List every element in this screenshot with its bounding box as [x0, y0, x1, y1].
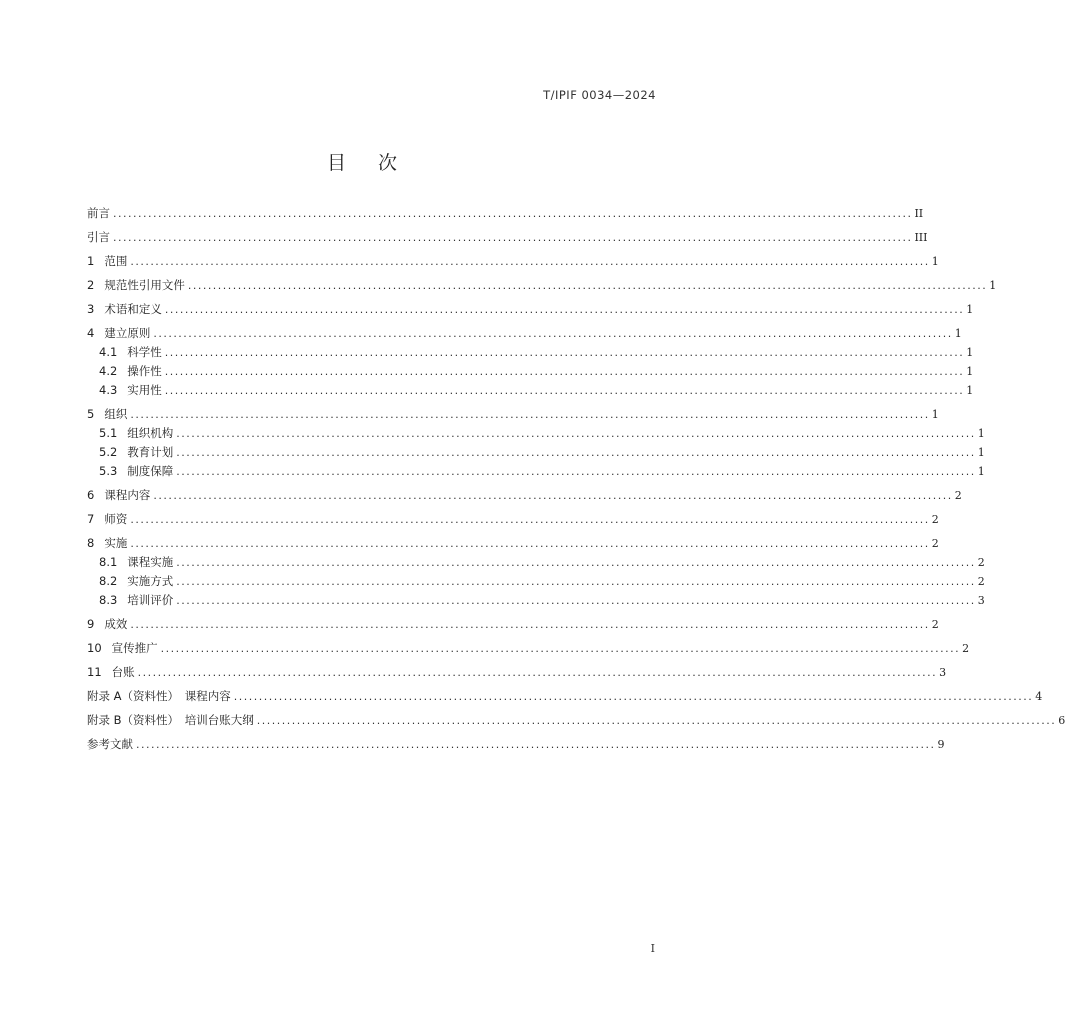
toc-entry-5-1[interactable] — [87, 424, 985, 443]
toc-entry-label: 范围 — [104, 254, 128, 268]
toc-entry-label: 组织机构 — [127, 426, 174, 440]
dot-leader: ................................................................................................................................................................ — [153, 489, 953, 502]
toc-title: 目次 — [326, 152, 429, 174]
toc-entry-number: 4 — [87, 326, 95, 340]
page-number: I — [650, 942, 655, 955]
dot-leader: ................................................................................................................................................................ — [176, 427, 976, 440]
toc-entry-appendix-b[interactable] — [87, 711, 1065, 730]
toc-entry-page: 3 — [977, 594, 985, 607]
dot-leader: ................................................................................................................................................................ — [164, 365, 965, 378]
toc-entry-number: 11 — [87, 665, 102, 679]
toc-entry-4[interactable] — [87, 324, 962, 343]
dot-leader: ................................................................................................................................................................ — [176, 465, 976, 478]
toc-entry-8-1[interactable] — [87, 553, 985, 572]
toc-entry-page: 4 — [1035, 690, 1043, 703]
toc-entry-4-1[interactable] — [87, 343, 974, 362]
dot-leader: ................................................................................................................................................................ — [176, 575, 976, 588]
toc-entry-number: 4.1 — [99, 345, 118, 359]
toc-entry-3[interactable] — [87, 300, 974, 319]
toc-entry-bibliography[interactable] — [87, 735, 945, 754]
toc-entry-page: 1 — [966, 346, 974, 359]
toc-entry-number: 5.2 — [99, 445, 118, 459]
dot-leader: ................................................................................................................................................................ — [164, 384, 965, 397]
dot-leader: ................................................................................................................................................................ — [176, 446, 976, 459]
dot-leader: ................................................................................................................................................................ — [137, 666, 938, 679]
toc-entry-page: 1 — [931, 255, 939, 268]
toc-entry-label: 实施 — [104, 536, 128, 550]
dot-leader: ................................................................................................................................................................ — [113, 207, 913, 220]
toc-entry-4-2[interactable] — [87, 362, 974, 381]
toc-entry-number: 4.2 — [99, 364, 118, 378]
toc-entry-label: 师资 — [104, 512, 128, 526]
toc-entry-page: 2 — [962, 642, 970, 655]
toc-entry-5-2[interactable] — [87, 443, 985, 462]
toc-entry-page: 9 — [937, 738, 945, 751]
toc-entry-page: 2 — [977, 575, 985, 588]
toc-entry-label: 前言 — [87, 206, 110, 220]
toc-entry-number: 1 — [87, 254, 95, 268]
toc-entry-page: 1 — [966, 384, 974, 397]
toc-entry-page: 1 — [966, 303, 974, 316]
toc-entry-number: 9 — [87, 617, 95, 631]
dot-leader: ................................................................................................................................................................ — [136, 738, 936, 751]
toc-entry-page: 3 — [939, 666, 947, 679]
toc-entry-number: 5.1 — [99, 426, 118, 440]
toc-entry-number: 3 — [87, 302, 95, 316]
toc-entry-page: 2 — [977, 556, 985, 569]
toc-entry-page: 1 — [977, 465, 985, 478]
document-code: T/IPIF 0034—2024 — [543, 88, 656, 102]
toc-entry-9[interactable] — [87, 615, 939, 634]
dot-leader: ................................................................................................................................................................ — [130, 537, 930, 550]
toc-entry-5[interactable] — [87, 405, 939, 424]
dot-leader: ................................................................................................................................................................ — [113, 231, 913, 244]
dot-leader: ................................................................................................................................................................ — [164, 346, 965, 359]
toc-entry-number: 5.3 — [99, 464, 118, 478]
toc-entry-page: 2 — [954, 489, 962, 502]
toc-entry-number: 8.1 — [99, 555, 118, 569]
toc-entry-page: 1 — [931, 408, 939, 421]
toc-entry-page: 1 — [977, 446, 985, 459]
toc-entry-page: 2 — [931, 618, 939, 631]
toc-entry-label: 课程实施 — [127, 555, 174, 569]
dot-leader: ................................................................................................................................................................ — [160, 642, 961, 655]
toc-entry-label: 规范性引用文件 — [104, 278, 185, 292]
dot-leader: ................................................................................................................................................................ — [153, 327, 953, 340]
toc-entry-label: 宣传推广 — [111, 641, 158, 655]
toc-entry-label: 制度保障 — [127, 464, 174, 478]
dot-leader: ................................................................................................................................................................ — [130, 255, 930, 268]
toc-entry-8-2[interactable] — [87, 572, 985, 591]
toc-entry-label: 教育计划 — [127, 445, 174, 459]
toc-entry-label: 实用性 — [127, 383, 162, 397]
toc-entry-1[interactable] — [87, 252, 939, 271]
toc-entry-appendix-a[interactable] — [87, 687, 1043, 706]
dot-leader: ................................................................................................................................................................ — [233, 690, 1034, 703]
toc-entry-7[interactable] — [87, 510, 939, 529]
toc-entry-page: II — [914, 207, 924, 220]
toc-entry-label: 台账 — [111, 665, 135, 679]
toc-entry-number: 8.2 — [99, 574, 118, 588]
toc-entry-page: 1 — [966, 365, 974, 378]
toc-entry-label: 术语和定义 — [104, 302, 162, 316]
toc-entry-number: 4.3 — [99, 383, 118, 397]
toc-entry-number: 6 — [87, 488, 95, 502]
toc-entry-number: 8 — [87, 536, 95, 550]
toc-entry-label: 实施方式 — [127, 574, 174, 588]
toc-entry-page: 6 — [1058, 714, 1065, 727]
toc-entry-page: 1 — [954, 327, 962, 340]
toc-entry-11[interactable] — [87, 663, 947, 682]
dot-leader: ................................................................................................................................................................ — [130, 513, 930, 526]
toc-entry-number: 7 — [87, 512, 95, 526]
toc-entry-foreword[interactable] — [87, 204, 924, 223]
toc-entry-label: 操作性 — [127, 364, 162, 378]
dot-leader: ................................................................................................................................................................ — [187, 279, 988, 292]
dot-leader: ................................................................................................................................................................ — [256, 714, 1057, 727]
toc-entry-5-3[interactable] — [87, 462, 985, 481]
toc-entry-label: 组织 — [104, 407, 128, 421]
toc-entry-10[interactable] — [87, 639, 970, 658]
toc-entry-page: III — [914, 231, 928, 244]
toc-entry-page: 1 — [977, 427, 985, 440]
dot-leader: ................................................................................................................................................................ — [164, 303, 965, 316]
toc-entry-label: 成效 — [104, 617, 128, 631]
dot-leader: ................................................................................................................................................................ — [176, 594, 976, 607]
toc-entry-2[interactable] — [87, 276, 997, 295]
toc-entry-8[interactable] — [87, 534, 939, 553]
toc-list — [87, 199, 1065, 754]
toc-entry-6[interactable] — [87, 486, 962, 505]
toc-entry-page: 2 — [931, 513, 939, 526]
toc-entry-label: 引言 — [87, 230, 110, 244]
toc-entry-label: 科学性 — [127, 345, 162, 359]
toc-entry-number: 10 — [87, 641, 102, 655]
toc-entry-label: 建立原则 — [104, 326, 151, 340]
toc-entry-label: 附录 B（资料性） 培训台账大纲 — [87, 713, 254, 727]
toc-entry-label: 课程内容 — [104, 488, 151, 502]
toc-entry-8-3[interactable] — [87, 591, 985, 610]
dot-leader: ................................................................................................................................................................ — [130, 408, 930, 421]
toc-entry-page: 2 — [931, 537, 939, 550]
toc-entry-introduction[interactable] — [87, 228, 928, 247]
toc-entry-number: 8.3 — [99, 593, 118, 607]
dot-leader: ................................................................................................................................................................ — [176, 556, 976, 569]
dot-leader: ................................................................................................................................................................ — [130, 618, 930, 631]
toc-entry-page: 1 — [989, 279, 997, 292]
toc-entry-number: 2 — [87, 278, 95, 292]
toc-entry-label: 参考文献 — [87, 737, 133, 751]
toc-entry-number: 5 — [87, 407, 95, 421]
toc-entry-label: 培训评价 — [127, 593, 174, 607]
toc-entry-label: 附录 A（资料性） 课程内容 — [87, 689, 231, 703]
toc-entry-4-3[interactable] — [87, 381, 974, 400]
